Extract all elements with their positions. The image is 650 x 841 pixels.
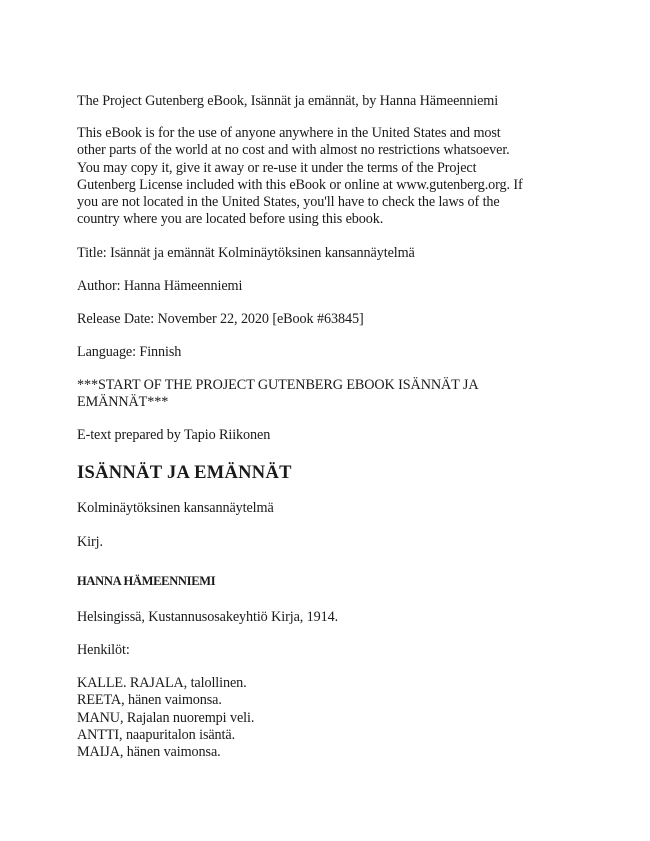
characters-list [77, 675, 254, 761]
license-line: Gutenberg License included with this eBook or online at www.gutenberg.org. If [77, 176, 523, 193]
book-author-heading: HANNA HÄMEENNIEMI [77, 574, 216, 588]
subtitle: Kolminäytöksinen kansannäytelmä [77, 500, 274, 516]
character-item: MANU, Rajalan nuorempi veli. [77, 709, 255, 726]
license-line: This eBook is for the use of anyone anywhere in the United States and most [77, 125, 501, 141]
credit-line: E-text prepared by Tapio Riikonen [77, 427, 271, 443]
character-item: REETA, hänen vaimonsa. [77, 692, 222, 709]
title-line: Title: Isännät ja emännät Kolminäytöksinen kansannäytelmä [77, 245, 415, 261]
license-paragraph [77, 125, 523, 229]
publisher-line: Helsingissä, Kustannusosakeyhtiö Kirja, 1914. [77, 609, 339, 625]
character-item: KALLE. RAJALA, talollinen. [77, 675, 247, 691]
start-marker-line: ***START OF THE PROJECT GUTENBERG EBOOK ISÄNNÄT JA [77, 377, 479, 393]
language-line: Language: Finnish [77, 344, 182, 360]
author-line: Author: Hanna Hämeenniemi [77, 278, 243, 294]
license-line: country where you are located before using this ebook. [77, 211, 384, 228]
start-marker [77, 377, 478, 412]
book-title-heading: ISÄNNÄT JA EMÄNNÄT [77, 463, 292, 483]
header-line: The Project Gutenberg eBook, Isännät ja emännät, by Hanna Hämeenniemi [77, 93, 499, 109]
character-item: MAIJA, hänen vaimonsa. [77, 744, 221, 761]
license-line: you are not located in the United States, you'll have to check the laws of the [77, 194, 500, 211]
by-label: Kirj. [77, 534, 103, 550]
release-date-line: Release Date: November 22, 2020 [eBook #63845] [77, 311, 364, 327]
character-item: ANTTI, naapuritalon isäntä. [77, 726, 236, 743]
characters-heading: Henkilöt: [77, 642, 130, 658]
license-line: You may copy it, give it away or re-use it under the terms of the Project [77, 159, 477, 176]
license-line: other parts of the world at no cost and with almost no restrictions whatsoever. [77, 142, 510, 159]
start-marker-line: EMÄNNÄT*** [77, 394, 169, 411]
